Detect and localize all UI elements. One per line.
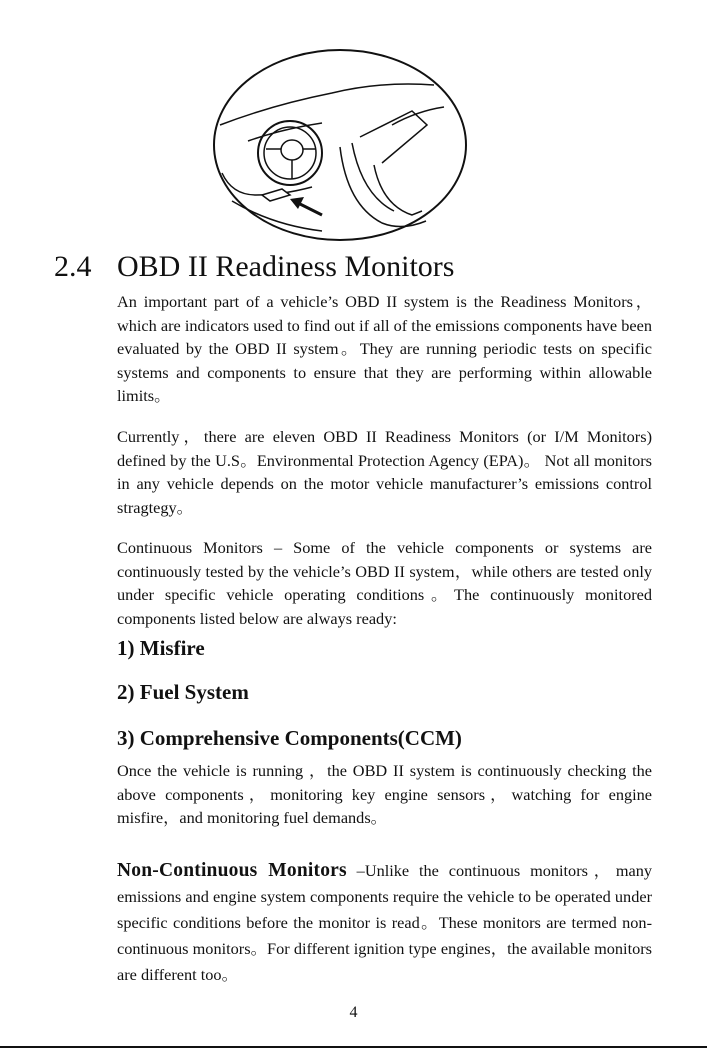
paragraph-eleven-monitors <box>117 425 652 519</box>
paragraph-readiness-intro <box>117 290 652 408</box>
section-title: OBD II Readiness Monitors <box>117 250 455 283</box>
subheading-comprehensive-components: 3) Comprehensive Components(CCM) <box>117 726 462 750</box>
paragraph-text <box>117 858 652 988</box>
subheading-fuel-system-wrap <box>117 678 652 706</box>
paragraph-running-checks <box>117 759 652 830</box>
subheading-misfire: 1) Misfire <box>117 636 205 660</box>
paragraph-text: Once the vehicle is running ，the OBD II system is continuously checking the above components，monitoring key engine sensors，watching for engine misfire，and monitoring fuel demands。 <box>117 761 652 827</box>
non-continuous-text: –Unlike the continuous monitors，many emissions and engine system components require the vehicle to be operated under specific conditions before the monitor is read。These monitors are termed non-continuous monitors。For different ignition type engines，the available monitors are different too。 <box>117 861 653 984</box>
paragraph-text: Currently，there are eleven OBD II Readiness Monitors (or I/M Monitors) defined by the U.S。Environmental Protection Agency (EPA)。 Not all monitors in any vehicle depends on the motor vehicle manufacturer’s emissions control stragtegy。 <box>117 427 652 517</box>
paragraph-text: An important part of a vehicle’s OBD II system is the Readiness Monitors，which are indicators used to find out if all of the emissions components have been evaluated by the OBD II system。They are running periodic tests on specific systems and components to ensure that they are performing within allowable limits。 <box>117 292 652 405</box>
subheading-fuel-system: 2) Fuel System <box>117 680 249 704</box>
steering-wheel-obd-location-illustration <box>212 45 472 245</box>
section-heading <box>54 247 674 287</box>
section-number: 2.4 <box>54 250 92 283</box>
subheading-ccm-wrap <box>117 724 652 752</box>
non-continuous-lead: Non-Continuous Monitors <box>117 860 347 881</box>
paragraph-non-continuous <box>117 858 652 988</box>
paragraph-text: Continuous Monitors – Some of the vehicle components or systems are continuously tested by the vehicle’s OBD II system，while others are tested only under specific vehicle operating conditions。The continuously monitored components listed below are always ready: <box>117 538 652 628</box>
bottom-rule <box>0 1046 707 1048</box>
paragraph-continuous-monitors <box>117 536 652 630</box>
subheading-misfire-wrap <box>117 634 652 662</box>
page-number: 4 <box>349 1004 358 1021</box>
